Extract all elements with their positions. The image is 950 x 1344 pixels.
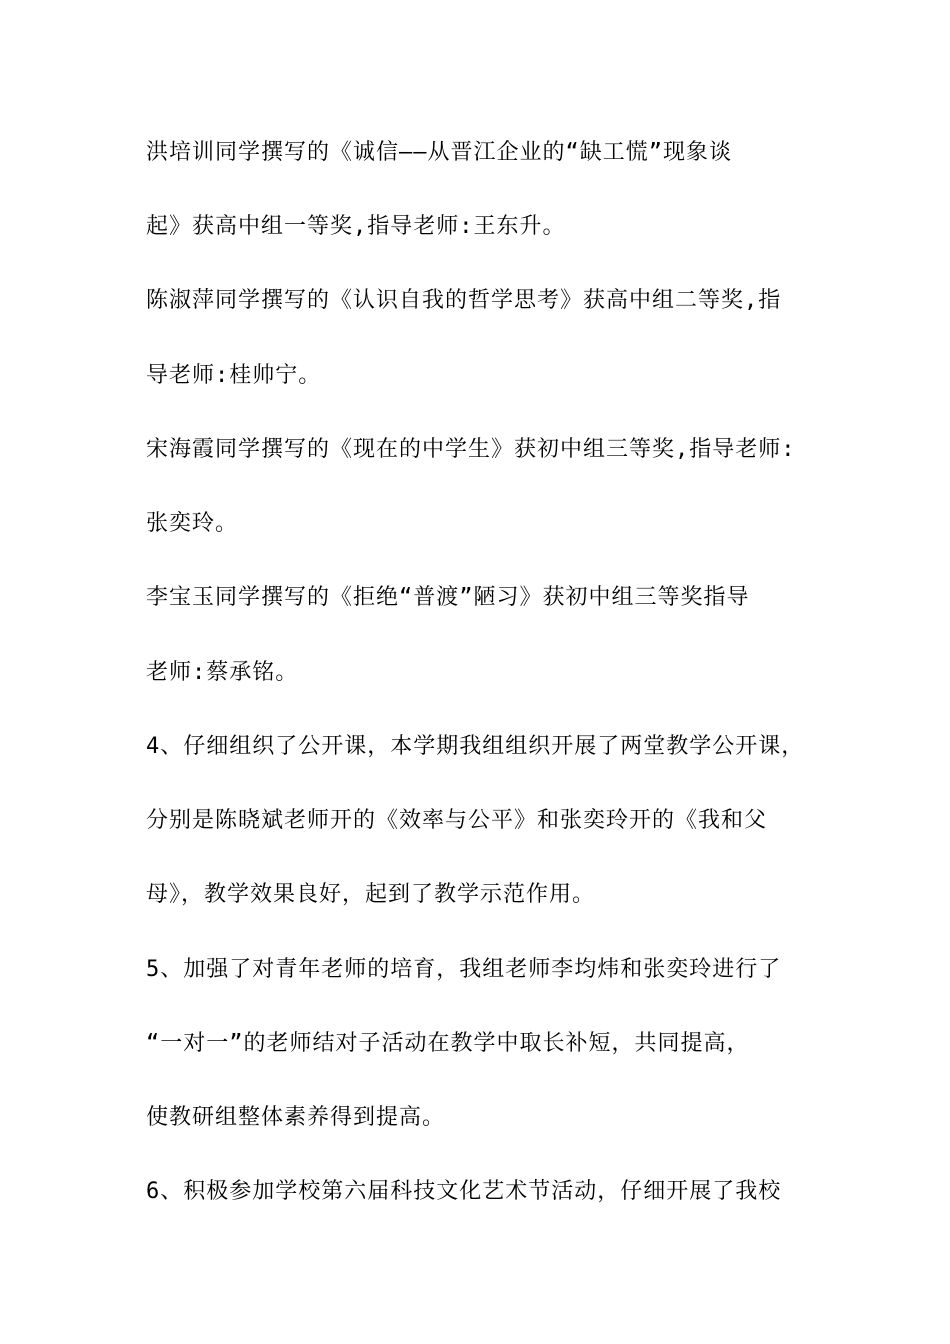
- text-line: 母》，教学效果良好，起到了教学示范作用。: [146, 882, 596, 907]
- text-line: 使教研组整体素养得到提高。: [146, 1105, 446, 1130]
- text-line: 起》获高中组一等奖,指导老师:王东升。: [146, 214, 566, 239]
- text-line: “一对一”的老师结对子活动在教学中取长补短，共同提高，: [146, 1031, 750, 1056]
- text-line: 张奕玲。: [146, 511, 239, 536]
- text-line: 洪培训同学撰写的《诚信——从晋江企业的“缺工慌”现象谈: [146, 140, 732, 165]
- text-line: 陈淑萍同学撰写的《认识自我的哲学思考》获高中组二等奖,指: [146, 288, 782, 313]
- text-line: 老师:蔡承铭。: [146, 660, 299, 685]
- text-line: 分别是陈晓斌老师开的《效率与公平》和张奕玲开的《我和父: [146, 808, 768, 833]
- text-line: 导老师:桂帅宁。: [146, 363, 322, 388]
- text-line: 李宝玉同学撰写的《拒绝“普渡”陋习》获初中组三等奖指导: [146, 585, 750, 610]
- text-line: 4、仔细组织了公开课，本学期我组组织开展了两堂教学公开课，: [146, 734, 805, 759]
- text-line: 6、积极参加学校第六届科技文化艺术节活动，仔细开展了我校: [146, 1179, 782, 1204]
- text-line: 宋海霞同学撰写的《现在的中学生》获初中组三等奖,指导老师:: [146, 437, 796, 462]
- text-line: 5、加强了对青年老师的培育，我组老师李均炜和张奕玲进行了: [146, 957, 782, 982]
